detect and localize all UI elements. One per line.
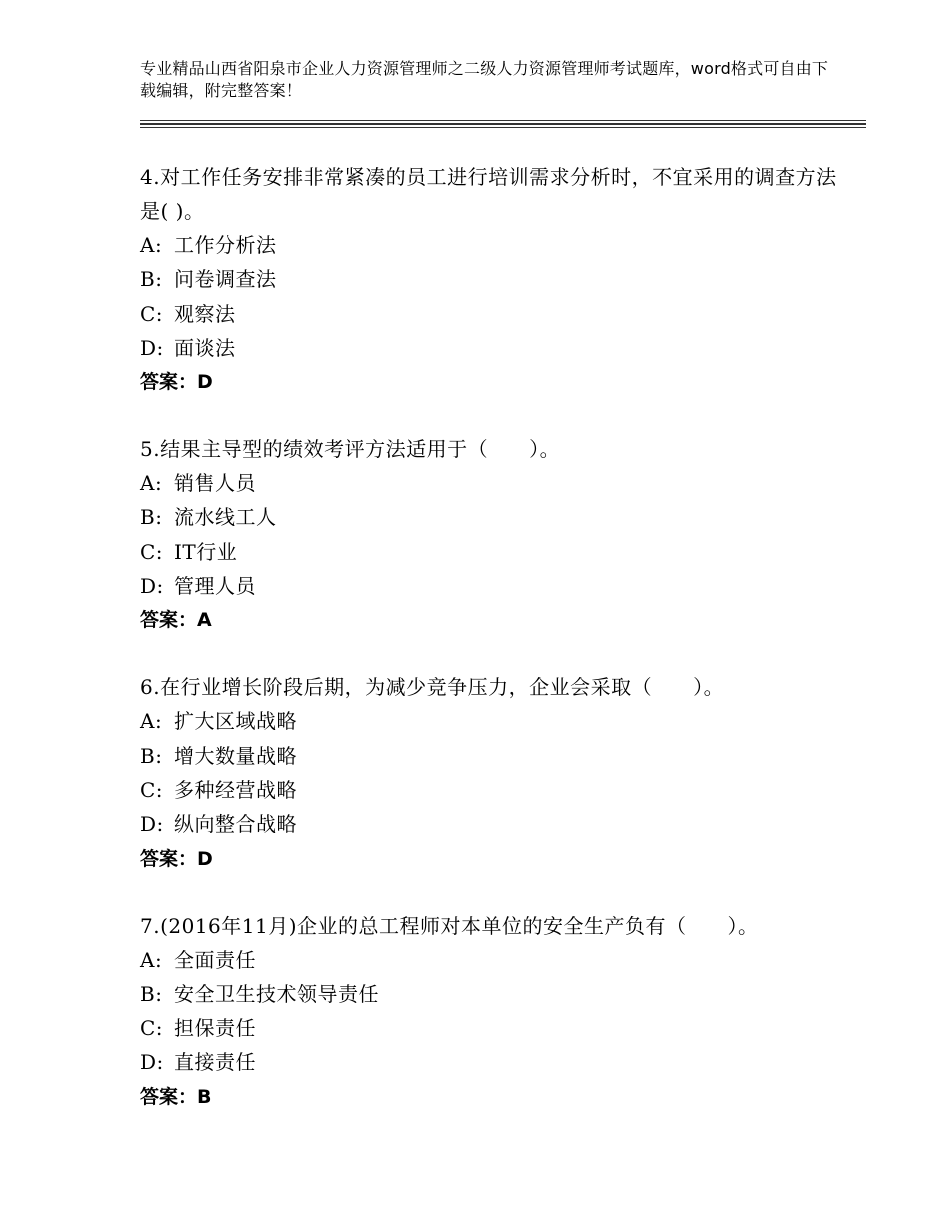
option-letter: C: xyxy=(140,301,164,326)
header-rule-middle xyxy=(140,123,866,125)
question-list xyxy=(140,160,840,1147)
answer-label: 答案： xyxy=(140,371,198,394)
option-text: 增大数量战略 xyxy=(174,743,297,768)
answer-line xyxy=(140,365,840,399)
option-a xyxy=(140,466,840,500)
option-letter: D: xyxy=(140,812,164,837)
question-6 xyxy=(140,670,840,875)
option-letter: D: xyxy=(140,574,164,599)
answer-label: 答案： xyxy=(140,847,198,870)
question-text: 4.对工作任务安排非常紧凑的员工进行培训需求分析时，不宜采用的调查方法是( )。 xyxy=(140,165,837,223)
option-letter: C: xyxy=(140,539,164,564)
answer-label: 答案： xyxy=(140,1085,198,1108)
option-letter: B: xyxy=(140,505,163,530)
question-text: 7.(2016年11月)企业的总工程师对本单位的安全生产负有（ ）。 xyxy=(140,913,759,938)
answer-line xyxy=(140,603,840,637)
option-c xyxy=(140,535,840,569)
question-7 xyxy=(140,909,840,1114)
answer-value: D xyxy=(197,371,213,394)
option-letter: C: xyxy=(140,1016,164,1041)
option-text: 面谈法 xyxy=(174,335,236,360)
option-d xyxy=(140,1045,840,1079)
option-a xyxy=(140,704,840,738)
option-d xyxy=(140,331,840,365)
answer-value: D xyxy=(197,847,213,870)
option-text: IT行业 xyxy=(174,539,238,564)
answer-label: 答案： xyxy=(140,609,198,632)
header-rule-bottom xyxy=(140,127,866,128)
answer-line xyxy=(140,1080,840,1114)
option-letter: D: xyxy=(140,1050,164,1075)
option-text: 流水线工人 xyxy=(174,505,277,530)
option-text: 安全卫生技术领导责任 xyxy=(174,981,379,1006)
option-b xyxy=(140,977,840,1011)
option-a xyxy=(140,943,840,977)
option-c xyxy=(140,297,840,331)
option-letter: B: xyxy=(140,743,163,768)
option-c xyxy=(140,1011,840,1045)
option-text: 多种经营战略 xyxy=(174,777,297,802)
question-text: 5.结果主导型的绩效考评方法适用于（ ）。 xyxy=(140,437,561,462)
option-letter: A: xyxy=(140,709,163,734)
option-a xyxy=(140,228,840,262)
option-text: 观察法 xyxy=(174,301,236,326)
option-text: 管理人员 xyxy=(174,574,256,599)
option-text: 直接责任 xyxy=(174,1050,256,1075)
option-d xyxy=(140,569,840,603)
option-letter: B: xyxy=(140,267,163,292)
question-5 xyxy=(140,432,840,637)
document-header: 专业精品山西省阳泉市企业人力资源管理师之二级人力资源管理师考试题库，word格式可自由下载编辑，附完整答案！ xyxy=(140,59,829,100)
option-d xyxy=(140,807,840,841)
option-b xyxy=(140,262,840,296)
option-text: 纵向整合战略 xyxy=(174,812,297,837)
option-text: 扩大区域战略 xyxy=(174,709,297,734)
option-text: 销售人员 xyxy=(174,471,256,496)
answer-value: B xyxy=(197,1085,212,1108)
answer-value: A xyxy=(197,609,212,632)
option-letter: A: xyxy=(140,233,163,257)
option-b xyxy=(140,739,840,773)
question-text: 6.在行业增长阶段后期，为减少竞争压力，企业会采取（ ）。 xyxy=(140,675,725,700)
option-letter: A: xyxy=(140,471,163,496)
question-4 xyxy=(140,160,840,399)
option-letter: A: xyxy=(140,947,163,972)
option-letter: B: xyxy=(140,981,163,1006)
answer-line xyxy=(140,842,840,876)
option-letter: D: xyxy=(140,335,164,360)
option-text: 工作分析法 xyxy=(174,233,277,257)
option-text: 全面责任 xyxy=(174,947,256,972)
option-letter: C: xyxy=(140,777,164,802)
option-c xyxy=(140,773,840,807)
header-rule-top xyxy=(140,120,866,121)
option-b xyxy=(140,500,840,534)
option-text: 担保责任 xyxy=(174,1016,256,1041)
option-text: 问卷调查法 xyxy=(174,267,277,292)
